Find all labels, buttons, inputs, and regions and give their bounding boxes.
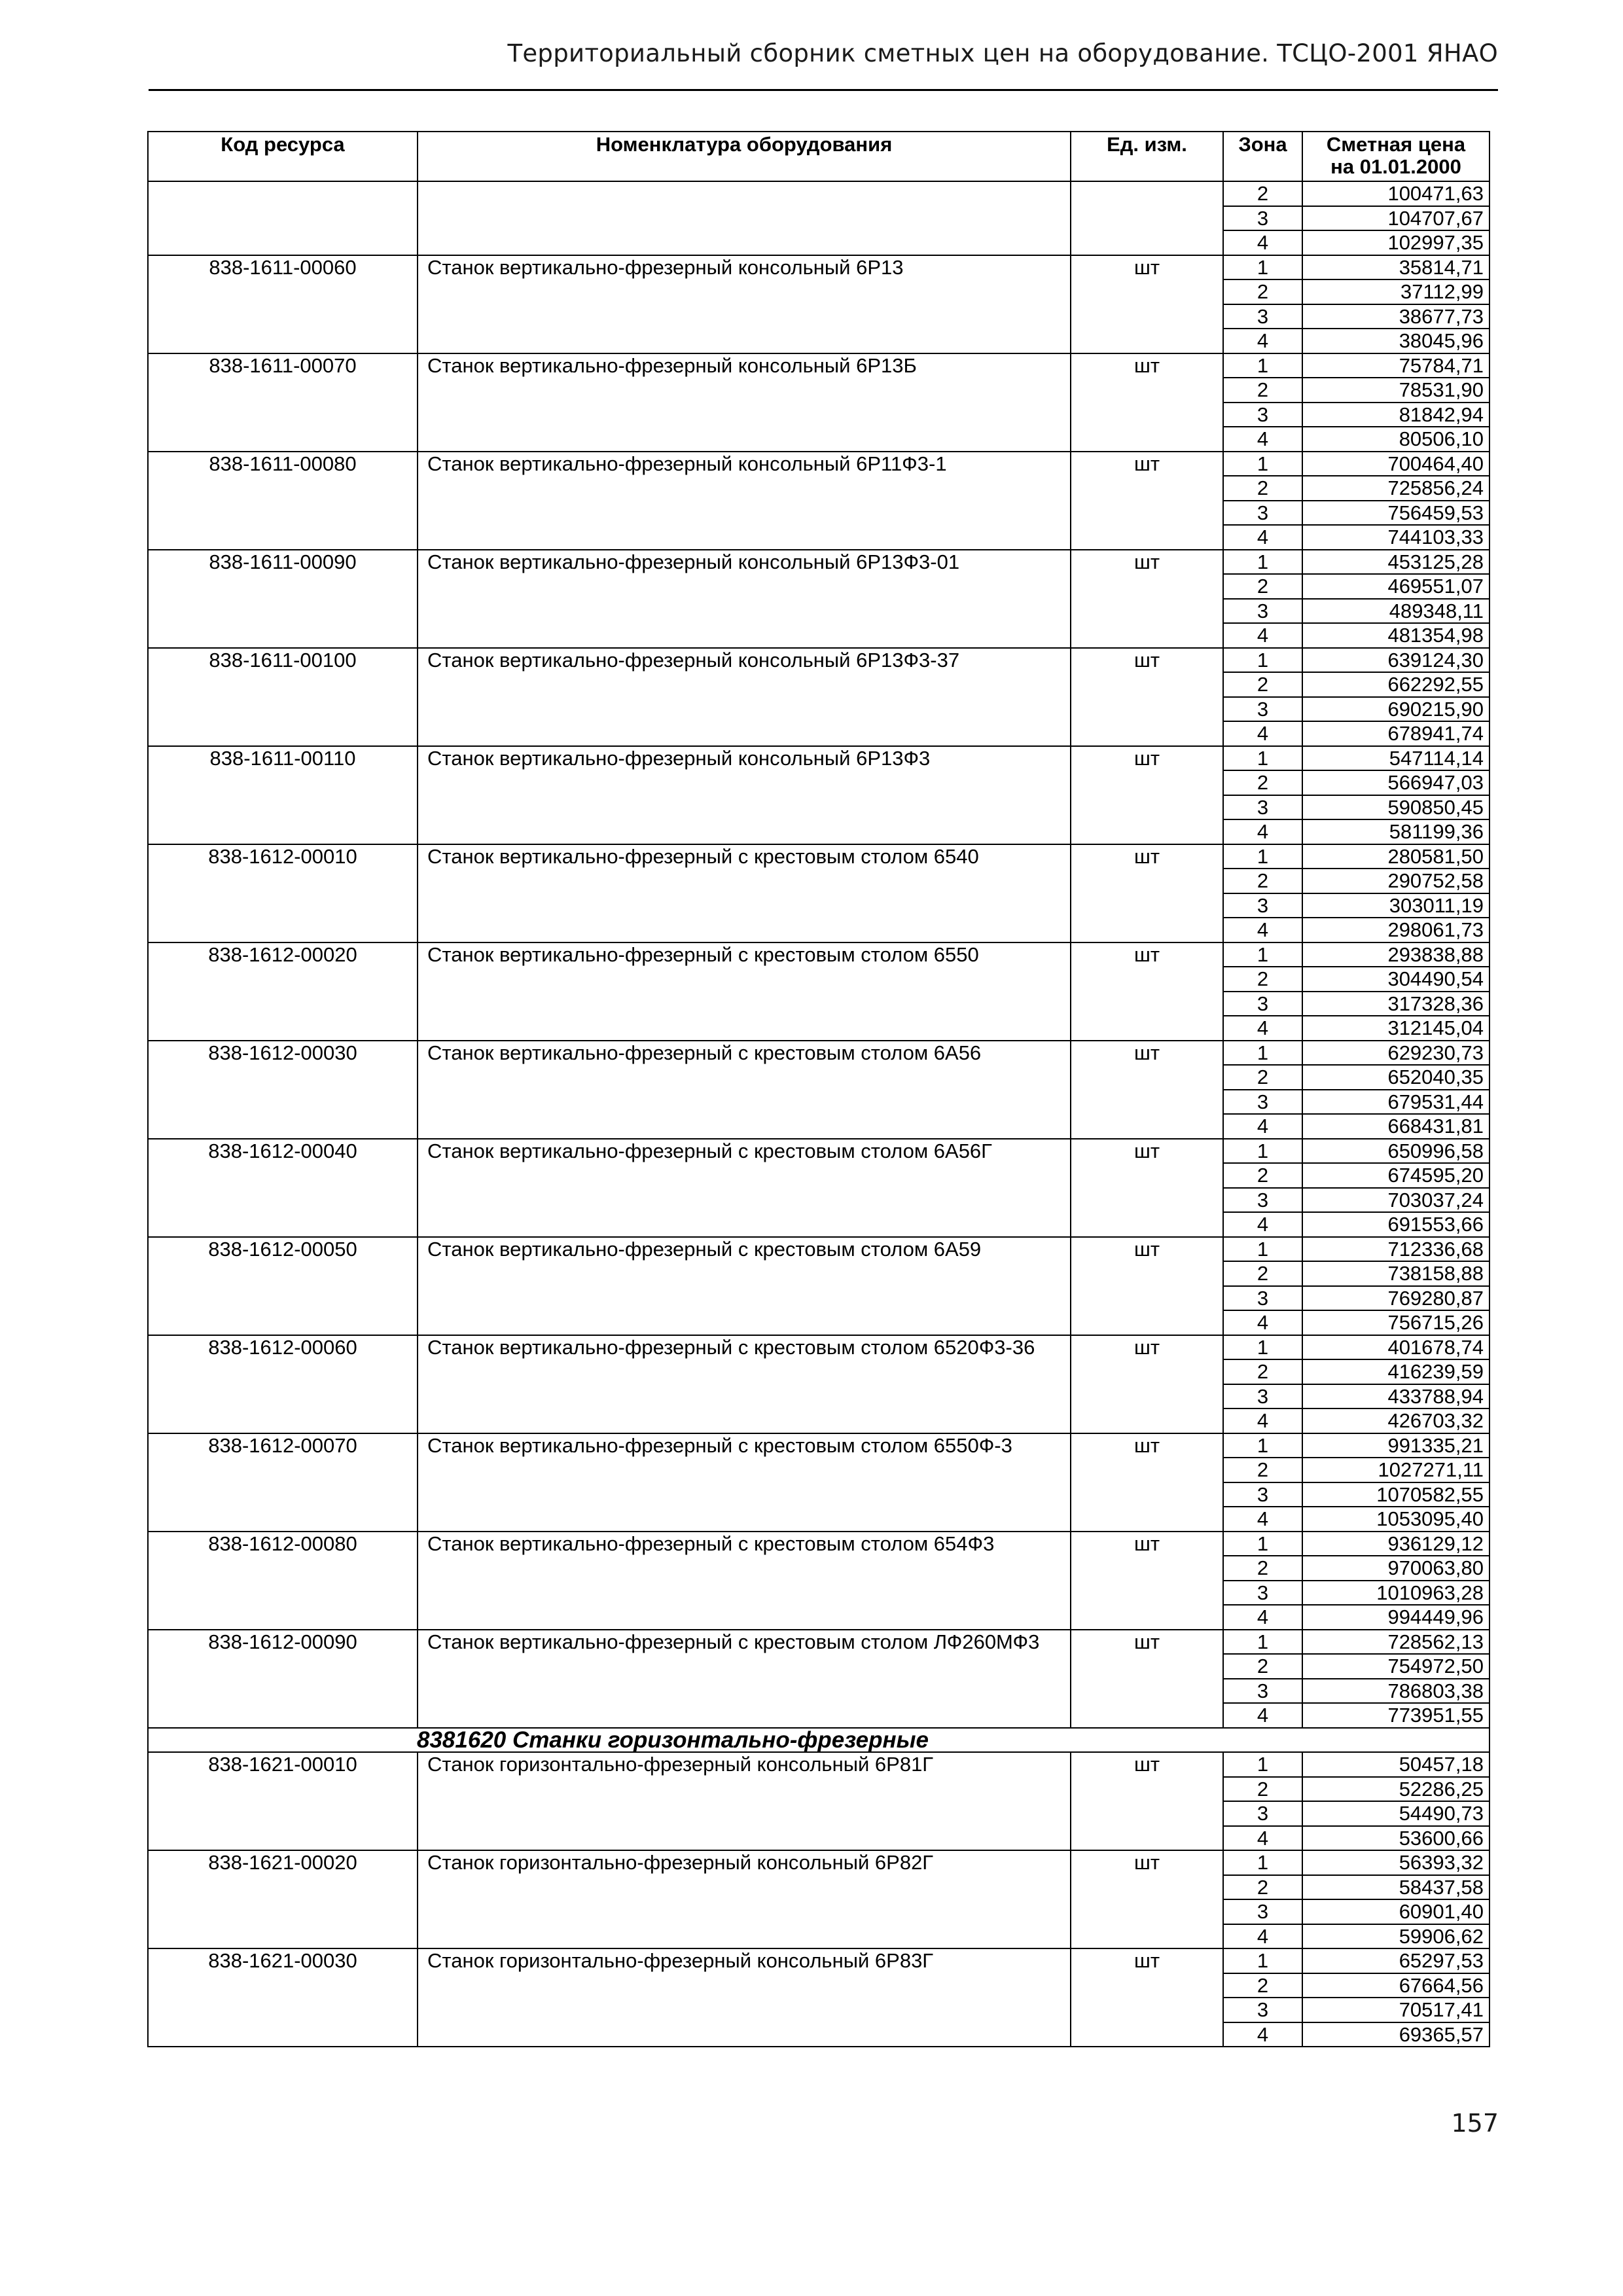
table-row: [148, 1752, 1489, 1777]
price-cell: 290752,58: [1302, 869, 1489, 893]
zone-cell: 3: [1223, 599, 1302, 624]
zone-cell: 4: [1223, 1605, 1302, 1630]
unit-of-measure: шт: [1071, 1532, 1223, 1630]
price-cell: 691553,66: [1302, 1212, 1489, 1237]
price-cell: 67664,56: [1302, 1973, 1489, 1998]
equipment-name: Станок вертикально-фрезерный с крестовым столом 6550Ф-3: [418, 1433, 1071, 1532]
zone-cell: 2: [1223, 1065, 1302, 1090]
zone-cell: 4: [1223, 525, 1302, 550]
zone-cell: 1: [1223, 942, 1302, 967]
zone-cell: 3: [1223, 304, 1302, 329]
price-cell: 1070582,55: [1302, 1482, 1489, 1507]
price-cell: 936129,12: [1302, 1532, 1489, 1556]
zone-cell: 4: [1223, 1826, 1302, 1851]
zone-cell: 2: [1223, 1556, 1302, 1581]
resource-code: 838-1612-00050: [148, 1237, 418, 1335]
price-cell: 1027271,11: [1302, 1458, 1489, 1482]
price-cell: 744103,33: [1302, 525, 1489, 550]
price-cell: 1053095,40: [1302, 1507, 1489, 1532]
unit-of-measure: шт: [1071, 942, 1223, 1041]
equipment-name: Станок горизонтально-фрезерный консольный 6Р82Г: [418, 1850, 1071, 1948]
price-cell: 38045,96: [1302, 329, 1489, 353]
resource-code: 838-1612-00030: [148, 1041, 418, 1139]
zone-cell: 4: [1223, 1924, 1302, 1949]
price-cell: 481354,98: [1302, 623, 1489, 648]
resource-code: 838-1611-00070: [148, 353, 418, 452]
price-cell: 401678,74: [1302, 1335, 1489, 1360]
price-cell: 100471,63: [1302, 181, 1489, 206]
price-cell: 65297,53: [1302, 1948, 1489, 1973]
resource-code: [148, 181, 418, 255]
equipment-name: Станок вертикально-фрезерный с крестовым столом 6А59: [418, 1237, 1071, 1335]
table-row: [148, 1335, 1489, 1360]
table-row: [148, 1630, 1489, 1655]
unit-of-measure: шт: [1071, 1850, 1223, 1948]
price-cell: 662292,55: [1302, 672, 1489, 697]
zone-cell: 3: [1223, 697, 1302, 722]
table-row: [148, 1532, 1489, 1556]
zone-cell: 2: [1223, 574, 1302, 599]
price-cell: 679531,44: [1302, 1090, 1489, 1115]
zone-cell: 2: [1223, 181, 1302, 206]
price-cell: 991335,21: [1302, 1433, 1489, 1458]
price-cell: 59906,62: [1302, 1924, 1489, 1949]
unit-of-measure: [1071, 181, 1223, 255]
price-cell: 712336,68: [1302, 1237, 1489, 1262]
price-cell: 652040,35: [1302, 1065, 1489, 1090]
unit-of-measure: шт: [1071, 648, 1223, 746]
price-cell: 725856,24: [1302, 476, 1489, 501]
table-row: [148, 255, 1489, 280]
page-header-title: Территориальный сборник сметных цен на оборудование. ТСЦО-2001 ЯНАО: [507, 39, 1498, 67]
price-cell: 298061,73: [1302, 918, 1489, 942]
zone-cell: 3: [1223, 795, 1302, 820]
zone-cell: 1: [1223, 452, 1302, 476]
zone-cell: 3: [1223, 1899, 1302, 1924]
equipment-name: Станок вертикально-фрезерный с крестовым столом 6520Ф3-36: [418, 1335, 1071, 1433]
resource-code: 838-1612-00040: [148, 1139, 418, 1237]
price-cell: 489348,11: [1302, 599, 1489, 624]
price-cell: 433788,94: [1302, 1384, 1489, 1409]
zone-cell: 1: [1223, 1948, 1302, 1973]
resource-code: 838-1612-00090: [148, 1630, 418, 1728]
price-cell: 756459,53: [1302, 501, 1489, 526]
zone-cell: 3: [1223, 893, 1302, 918]
zone-cell: 2: [1223, 1875, 1302, 1900]
column-header-name: Номенклатура оборудования: [418, 132, 1071, 181]
zone-cell: 1: [1223, 1433, 1302, 1458]
price-cell: 54490,73: [1302, 1801, 1489, 1826]
zone-cell: 4: [1223, 2022, 1302, 2047]
resource-code: 838-1611-00060: [148, 255, 418, 353]
column-header-zone: Зона: [1223, 132, 1302, 181]
equipment-name: Станок горизонтально-фрезерный консольный 6Р81Г: [418, 1752, 1071, 1850]
zone-cell: 4: [1223, 1703, 1302, 1728]
zone-cell: 4: [1223, 1507, 1302, 1532]
zone-cell: 3: [1223, 1679, 1302, 1704]
unit-of-measure: шт: [1071, 353, 1223, 452]
unit-of-measure: шт: [1071, 255, 1223, 353]
header-row: [148, 132, 1489, 181]
resource-code: 838-1611-00090: [148, 550, 418, 648]
column-header-unit: Ед. изм.: [1071, 132, 1223, 181]
price-cell: 668431,81: [1302, 1114, 1489, 1139]
zone-cell: 2: [1223, 1973, 1302, 1998]
price-cell: 728562,13: [1302, 1630, 1489, 1655]
table-body: [148, 181, 1489, 2047]
zone-cell: 2: [1223, 1654, 1302, 1679]
price-cell: 293838,88: [1302, 942, 1489, 967]
zone-cell: 1: [1223, 1850, 1302, 1875]
price-cell: 104707,67: [1302, 206, 1489, 231]
zone-cell: 3: [1223, 992, 1302, 1016]
price-cell: 756715,26: [1302, 1310, 1489, 1335]
zone-cell: 4: [1223, 918, 1302, 942]
table-row: [148, 844, 1489, 869]
price-cell: 453125,28: [1302, 550, 1489, 575]
zone-cell: 4: [1223, 1212, 1302, 1237]
resource-code: 838-1612-00080: [148, 1532, 418, 1630]
price-cell: 629230,73: [1302, 1041, 1489, 1066]
price-cell: 547114,14: [1302, 746, 1489, 771]
zone-cell: 2: [1223, 1458, 1302, 1482]
price-cell: 970063,80: [1302, 1556, 1489, 1581]
zone-cell: 3: [1223, 1581, 1302, 1605]
column-header-code: Код ресурса: [148, 132, 418, 181]
unit-of-measure: шт: [1071, 550, 1223, 648]
price-cell: 678941,74: [1302, 721, 1489, 746]
price-cell: 317328,36: [1302, 992, 1489, 1016]
price-cell: 280581,50: [1302, 844, 1489, 869]
unit-of-measure: шт: [1071, 1335, 1223, 1433]
zone-cell: 3: [1223, 1384, 1302, 1409]
table-row: [148, 452, 1489, 476]
zone-cell: 1: [1223, 1532, 1302, 1556]
price-cell: 690215,90: [1302, 697, 1489, 722]
zone-cell: 3: [1223, 1482, 1302, 1507]
zone-cell: 1: [1223, 1752, 1302, 1777]
column-header-price-line2: на 01.01.2000: [1330, 155, 1461, 178]
zone-cell: 4: [1223, 1408, 1302, 1433]
unit-of-measure: шт: [1071, 1237, 1223, 1335]
zone-cell: 1: [1223, 746, 1302, 771]
zone-cell: 3: [1223, 1188, 1302, 1213]
unit-of-measure: шт: [1071, 1139, 1223, 1237]
zone-cell: 4: [1223, 1114, 1302, 1139]
zone-cell: 1: [1223, 844, 1302, 869]
equipment-name: Станок вертикально-фрезерный консольный 6Р13Ф3: [418, 746, 1071, 844]
unit-of-measure: шт: [1071, 844, 1223, 942]
resource-code: 838-1611-00080: [148, 452, 418, 550]
zone-cell: 4: [1223, 721, 1302, 746]
unit-of-measure: шт: [1071, 746, 1223, 844]
equipment-name: Станок вертикально-фрезерный с крестовым столом 6А56Г: [418, 1139, 1071, 1237]
price-cell: 590850,45: [1302, 795, 1489, 820]
section-row: [148, 1728, 1489, 1753]
price-cell: 650996,58: [1302, 1139, 1489, 1164]
unit-of-measure: шт: [1071, 1752, 1223, 1850]
equipment-name: Станок вертикально-фрезерный консольный 6Р13: [418, 255, 1071, 353]
table-row: [148, 648, 1489, 673]
price-cell: 81842,94: [1302, 403, 1489, 427]
equipment-name: [418, 181, 1071, 255]
zone-cell: 2: [1223, 1261, 1302, 1286]
zone-cell: 2: [1223, 1777, 1302, 1802]
price-cell: 469551,07: [1302, 574, 1489, 599]
zone-cell: 1: [1223, 1237, 1302, 1262]
zone-cell: 1: [1223, 255, 1302, 280]
price-cell: 78531,90: [1302, 378, 1489, 403]
unit-of-measure: шт: [1071, 1041, 1223, 1139]
price-cell: 754972,50: [1302, 1654, 1489, 1679]
zone-cell: 2: [1223, 869, 1302, 893]
zone-cell: 1: [1223, 648, 1302, 673]
page-number: 157: [1451, 2109, 1499, 2138]
price-cell: 60901,40: [1302, 1899, 1489, 1924]
zone-cell: 3: [1223, 403, 1302, 427]
price-cell: 69365,57: [1302, 2022, 1489, 2047]
zone-cell: 4: [1223, 329, 1302, 353]
zone-cell: 1: [1223, 353, 1302, 378]
table-row: [148, 181, 1489, 206]
table-row: [148, 746, 1489, 771]
equipment-name: Станок вертикально-фрезерный консольный 6Р13Б: [418, 353, 1071, 452]
price-cell: 58437,58: [1302, 1875, 1489, 1900]
zone-cell: 3: [1223, 1090, 1302, 1115]
zone-cell: 1: [1223, 1630, 1302, 1655]
resource-code: 838-1612-00010: [148, 844, 418, 942]
price-cell: 70517,41: [1302, 1998, 1489, 2022]
zone-cell: 4: [1223, 1016, 1302, 1041]
zone-cell: 4: [1223, 230, 1302, 255]
equipment-name: Станок вертикально-фрезерный с крестовым столом 6А56: [418, 1041, 1071, 1139]
price-cell: 581199,36: [1302, 819, 1489, 844]
table-row: [148, 550, 1489, 575]
zone-cell: 3: [1223, 1801, 1302, 1826]
zone-cell: 2: [1223, 476, 1302, 501]
price-cell: 312145,04: [1302, 1016, 1489, 1041]
price-cell: 102997,35: [1302, 230, 1489, 255]
resource-code: 838-1612-00020: [148, 942, 418, 1041]
table-row: [148, 1850, 1489, 1875]
price-cell: 416239,59: [1302, 1359, 1489, 1384]
price-cell: 773951,55: [1302, 1703, 1489, 1728]
table-row: [148, 1041, 1489, 1066]
resource-code: 838-1611-00100: [148, 648, 418, 746]
price-cell: 786803,38: [1302, 1679, 1489, 1704]
equipment-name: Станок вертикально-фрезерный с крестовым столом 6550: [418, 942, 1071, 1041]
zone-cell: 3: [1223, 1998, 1302, 2022]
price-cell: 769280,87: [1302, 1286, 1489, 1311]
price-cell: 639124,30: [1302, 648, 1489, 673]
zone-cell: 2: [1223, 378, 1302, 403]
unit-of-measure: шт: [1071, 1433, 1223, 1532]
table-row: [148, 1948, 1489, 1973]
price-cell: 566947,03: [1302, 770, 1489, 795]
zone-cell: 4: [1223, 427, 1302, 452]
resource-code: 838-1621-00010: [148, 1752, 418, 1850]
column-header-price: [1302, 132, 1489, 181]
table-row: [148, 1433, 1489, 1458]
price-cell: 703037,24: [1302, 1188, 1489, 1213]
equipment-name: Станок вертикально-фрезерный консольный 6Р11Ф3-1: [418, 452, 1071, 550]
zone-cell: 2: [1223, 967, 1302, 992]
zone-cell: 1: [1223, 1041, 1302, 1066]
zone-cell: 2: [1223, 672, 1302, 697]
header-divider: [149, 89, 1498, 91]
price-cell: 994449,96: [1302, 1605, 1489, 1630]
zone-cell: 2: [1223, 1163, 1302, 1188]
unit-of-measure: шт: [1071, 452, 1223, 550]
resource-code: 838-1612-00070: [148, 1433, 418, 1532]
equipment-name: Станок вертикально-фрезерный с крестовым столом 6540: [418, 844, 1071, 942]
resource-code: 838-1612-00060: [148, 1335, 418, 1433]
equipment-name: Станок вертикально-фрезерный консольный 6Р13Ф3-01: [418, 550, 1071, 648]
price-cell: 80506,10: [1302, 427, 1489, 452]
price-cell: 37112,99: [1302, 279, 1489, 304]
zone-cell: 1: [1223, 1139, 1302, 1164]
zone-cell: 3: [1223, 1286, 1302, 1311]
equipment-name: Станок вертикально-фрезерный с крестовым столом 654Ф3: [418, 1532, 1071, 1630]
price-cell: 52286,25: [1302, 1777, 1489, 1802]
price-cell: 75784,71: [1302, 353, 1489, 378]
table-row: [148, 942, 1489, 967]
equipment-price-table: [147, 131, 1490, 2047]
zone-cell: 2: [1223, 1359, 1302, 1384]
price-cell: 426703,32: [1302, 1408, 1489, 1433]
zone-cell: 4: [1223, 1310, 1302, 1335]
price-cell: 38677,73: [1302, 304, 1489, 329]
zone-cell: 3: [1223, 501, 1302, 526]
zone-cell: 1: [1223, 1335, 1302, 1360]
table-row: [148, 1139, 1489, 1164]
table-row: [148, 353, 1489, 378]
price-cell: 700464,40: [1302, 452, 1489, 476]
equipment-name: Станок вертикально-фрезерный консольный 6Р13Ф3-37: [418, 648, 1071, 746]
price-cell: 50457,18: [1302, 1752, 1489, 1777]
column-header-price-line1: Сметная цена: [1326, 133, 1466, 156]
price-cell: 56393,32: [1302, 1850, 1489, 1875]
section-title: 8381620 Станки горизонтально-фрезерные: [148, 1728, 1489, 1753]
price-cell: 53600,66: [1302, 1826, 1489, 1851]
price-cell: 35814,71: [1302, 255, 1489, 280]
price-cell: 303011,19: [1302, 893, 1489, 918]
resource-code: 838-1621-00030: [148, 1948, 418, 2047]
zone-cell: 4: [1223, 623, 1302, 648]
zone-cell: 2: [1223, 770, 1302, 795]
unit-of-measure: шт: [1071, 1630, 1223, 1728]
unit-of-measure: шт: [1071, 1948, 1223, 2047]
table-header: [148, 132, 1489, 181]
resource-code: 838-1621-00020: [148, 1850, 418, 1948]
price-cell: 738158,88: [1302, 1261, 1489, 1286]
table-row: [148, 1237, 1489, 1262]
price-cell: 1010963,28: [1302, 1581, 1489, 1605]
equipment-name: Станок горизонтально-фрезерный консольный 6Р83Г: [418, 1948, 1071, 2047]
zone-cell: 2: [1223, 279, 1302, 304]
zone-cell: 4: [1223, 819, 1302, 844]
price-cell: 304490,54: [1302, 967, 1489, 992]
price-cell: 674595,20: [1302, 1163, 1489, 1188]
resource-code: 838-1611-00110: [148, 746, 418, 844]
equipment-name: Станок вертикально-фрезерный с крестовым столом ЛФ260МФ3: [418, 1630, 1071, 1728]
zone-cell: 1: [1223, 550, 1302, 575]
zone-cell: 3: [1223, 206, 1302, 231]
